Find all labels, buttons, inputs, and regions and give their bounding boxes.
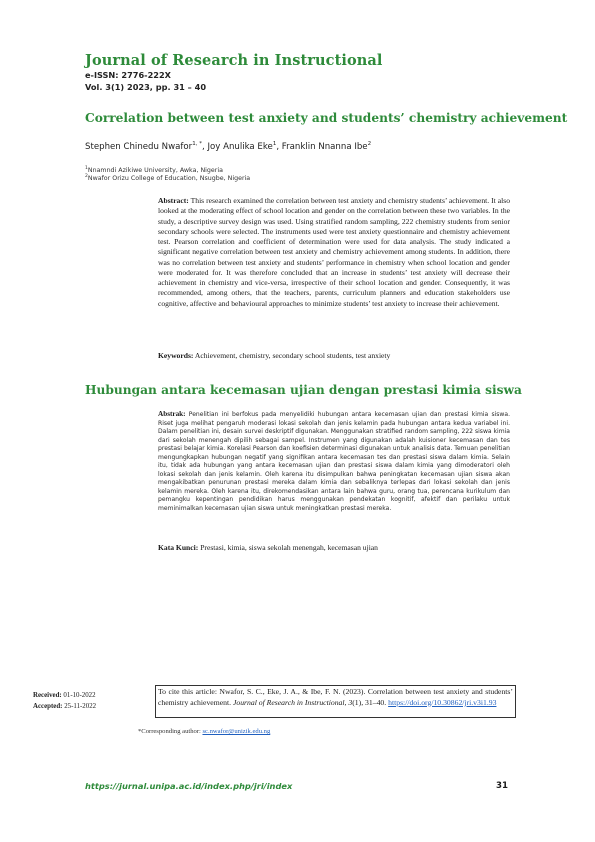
abstract-en-text: This research examined the correlation between test anxiety and chemistry students’ achievement. It also looked at the moderating effect of school location and gender on the correlation between these two variables. In the study, a descriptive survey design was used. Using stratified random sampling, 222 chemistry students from senior secondary schools were selected. The instruments used were test anxiety questionnaire and chemistry achievement test. Pearson correlation and coefficient of determination were used for data analysis. The study indicated a significant negative correlation between test anxiety and chemistry achievement among students. In addition, there was no correlation between test anxiety and students’ performance in chemistry when school location and gender were moderated for. It was therefore concluded that an increase in students’ test anxiety will decrease their achievement in chemistry and vice-versa, irrespective of their school location and gender. Consequently, it was recommended, among others, that the teachers, parents, curriculum planners and education stakeholders use cognitive, affective and behavioural approaches to minimize students’ test anxiety to increase their achievement. [158, 196, 510, 308]
affiliation-text: Nnamndi Azikiwe University, Awka, Nigeria [87, 167, 223, 175]
abstract-id-text: Penelitian ini berfokus pada menyelidiki hubungan antara kecemasan ujian dan prestasi kimia siswa. Riset juga melihat pengaruh moderasi lokasi sekolah dan jenis kelamin pada hubungan antara kedua variabel ini. Dalam penelitian ini, desain survei deskriptif digunakan. Menggunakan stratified random sampling, 222 siswa kimia dari sekolah menengah dipilih sebagai sampel. Instrumen yang digunakan adalah kuisioner kecemasan dan tes prestasi belajar kimia. Korelasi Pearson dan koefisien determinasi digunakan untuk analisis data. Temuan penelitian mengungkapkan hubungan negatif yang signifikan antara kecemasan tes dan prestasi siswa dalam kimia. Selain itu, tidak ada hubungan yang antara kecemasan ujian dan prestasi siswa dalam kimia yang dimoderatori oleh lokasi sekolah dan jenis kelamin. Oleh karena itu disimpulkan bahwa peningkatan kecemasan ujian siswa akan mengakibatkan penurunan prestasi mereka dalam kimia dan sebaliknya terlepas dari lokasi sekolah dan jenis kelamin mereka. Oleh karena itu, direkomendasikan antara lain bahwa guru, orang tua, perencana kurikulum dan pemangku kepentingan pendidikan harus menggunakan pendekatan kognitif, afektif dan perilaku untuk meminimalkan kecemasan ujian siswa untuk meningkatkan prestasi mereka. [158, 411, 510, 513]
affiliation-text: Nwafor Orizu College of Education, Nsugbe, Nigeria [87, 175, 251, 183]
journal-issn: e-ISSN: 2776-222X [85, 70, 171, 80]
citation-text: To cite this article: Nwafor, S. C., Eke, J. A., & Ibe, F. N. (2023). Correlation between test anxiety and students’ chemistry achievement. [158, 687, 513, 707]
citation-box [155, 685, 516, 718]
corresponding-email-link[interactable]: sc.nwafor@unizik.edu.ng [202, 728, 271, 735]
author-list: Stephen Chinedu Nwafor$^{1, *}$, Joy Anulika Eke$^1$, Franklin Nnanna Ibe$^2$ [85, 141, 372, 152]
received-date [33, 692, 96, 699]
corresponding-author [138, 728, 270, 735]
affiliation [85, 166, 223, 174]
affiliation [85, 174, 250, 182]
page-number: 31 [496, 781, 508, 791]
author-affil-mark: 1 [272, 141, 277, 147]
received-value: 01-10-2022 [61, 692, 96, 699]
author-name: Stephen Chinedu Nwafor [85, 141, 193, 152]
received-label: Received: [33, 692, 62, 699]
keywords-id-text: Prestasi, kimia, siswa sekolah menengah, kecemasan ujian [198, 543, 378, 552]
journal-volume: Vol. 3(1) 2023, pp. 31 – 40 [85, 82, 207, 92]
journal-title: Journal of Research in Instructional [85, 52, 383, 69]
article-title-id: Hubungan antara kecemasan ujian dengan prestasi kimia siswa [85, 383, 522, 397]
corresponding-label: *Corresponding author: [138, 728, 203, 735]
citation-issue-pages: (1), 31–40. [352, 697, 389, 707]
author-name: Franklin Nnanna Ibe [281, 141, 368, 152]
author-affil-mark: 2 [367, 141, 372, 147]
affiliation-mark: 1 [85, 166, 88, 171]
keywords-id-label: Kata Kunci: [158, 543, 199, 552]
article-title-en: Correlation between test anxiety and students’ chemistry achievement [85, 111, 568, 125]
accepted-label: Accepted: [33, 703, 63, 710]
abstract-en-label: Abstract: [158, 196, 189, 205]
keywords-en [158, 351, 390, 360]
abstract-en [158, 196, 510, 309]
doi-link[interactable]: https://doi.org/10.30862/jri.v3i1.93 [388, 697, 497, 707]
keywords-en-text: Achievement, chemistry, secondary school students, test anxiety [193, 351, 391, 360]
author-name: Joy Anulika Eke [207, 141, 273, 152]
accepted-date [33, 703, 96, 710]
abstract-id-label: Abstrak: [158, 410, 186, 418]
accepted-value: 25-11-2022 [62, 703, 97, 710]
keywords-id [158, 543, 378, 552]
citation-sep: , [344, 697, 349, 707]
author-affil-mark: 1, * [192, 141, 202, 147]
abstract-id [158, 410, 510, 514]
journal-url[interactable]: https://jurnal.unipa.ac.id/index.php/jri/index [85, 781, 293, 791]
citation-volume: 3 [348, 697, 353, 707]
keywords-en-label: Keywords: [158, 351, 194, 360]
affiliation-mark: 2 [85, 174, 88, 179]
citation-journal: Journal of Research in Instructional [232, 697, 345, 707]
